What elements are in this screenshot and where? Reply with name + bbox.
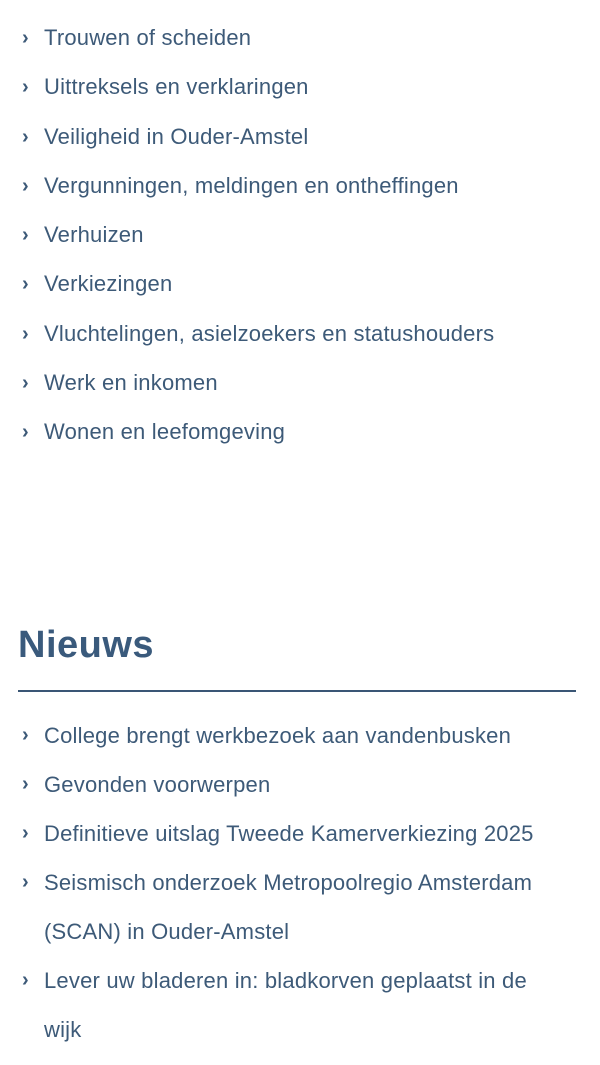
chevron-right-icon: › (22, 27, 29, 49)
chevron-right-icon: › (22, 273, 29, 296)
chevron-right-icon: › (22, 421, 29, 444)
news-item[interactable] (0, 760, 560, 809)
topic-link-verhuizen[interactable] (0, 219, 600, 268)
chevron-right-icon: › (22, 174, 29, 197)
news-label: Definitieve uitslag Tweede Kamerverkiezing 2025 (44, 821, 534, 846)
news-divider (18, 690, 576, 692)
news-item[interactable] (0, 809, 560, 858)
topic-label: Vluchtelingen, asielzoekers en statushouders (44, 320, 495, 346)
chevron-right-icon: › (22, 125, 29, 148)
news-label: College brengt werkbezoek aan vandenbusken (44, 723, 512, 748)
chevron-right-icon: › (22, 322, 29, 345)
news-label: Seismisch onderzoek Metropoolregio Amsterdam (SCAN) in Ouder-Amstel (44, 870, 533, 944)
chevron-right-icon: › (22, 372, 29, 395)
chevron-right-icon: › (22, 969, 29, 991)
topic-label: Vergunningen, meldingen en ontheffingen (44, 172, 459, 198)
topic-label: Verkiezingen (44, 271, 173, 297)
news-label: Lever uw bladeren in: bladkorven geplaatst in de wijk (44, 968, 527, 1042)
topic-link-vergunningen[interactable] (0, 170, 600, 219)
topic-label: Wonen en leefomgeving (44, 419, 286, 445)
news-item[interactable] (0, 956, 560, 1054)
news-label: Gevonden voorwerpen (44, 772, 271, 797)
news-item[interactable] (0, 858, 560, 956)
topics-list (0, 22, 600, 466)
topic-label: Trouwen of scheiden (44, 25, 252, 50)
news-heading: Nieuws (18, 624, 155, 666)
topic-link-uittreksels[interactable] (0, 71, 600, 120)
chevron-right-icon: › (22, 773, 29, 795)
topic-label: Verhuizen (44, 222, 144, 248)
topic-link-trouwen[interactable] (0, 22, 600, 71)
topic-link-verkiezingen[interactable] (0, 268, 600, 317)
topic-link-veiligheid[interactable] (0, 121, 600, 170)
chevron-right-icon: › (22, 822, 29, 844)
topic-label: Uittreksels en verklaringen (44, 74, 309, 100)
topic-link-wonen[interactable] (0, 416, 600, 465)
topic-link-werk[interactable] (0, 367, 600, 416)
chevron-right-icon: › (22, 76, 29, 99)
chevron-right-icon: › (22, 724, 29, 746)
news-list (0, 711, 560, 1054)
news-item[interactable] (0, 711, 560, 760)
chevron-right-icon: › (22, 871, 29, 893)
topic-label: Werk en inkomen (44, 370, 218, 396)
topic-label: Veiligheid in Ouder-Amstel (44, 123, 309, 149)
chevron-right-icon: › (22, 224, 29, 247)
topic-link-vluchtelingen[interactable] (0, 318, 600, 367)
